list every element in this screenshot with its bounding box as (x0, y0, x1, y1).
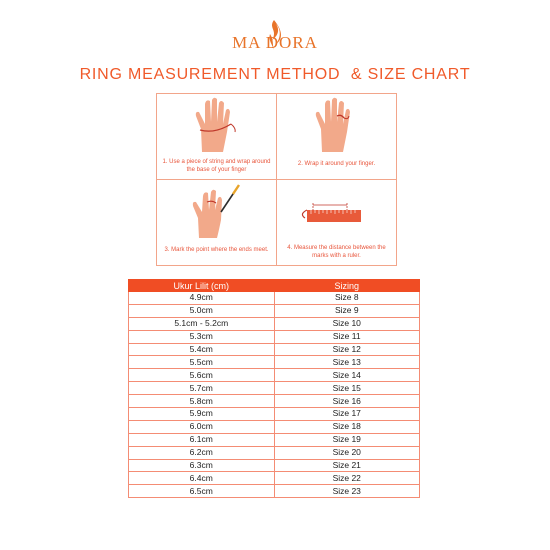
column-header-circumference: Ukur Lilit (cm) (129, 280, 275, 292)
step-3-caption: 3. Mark the point where the ends meet. (164, 247, 269, 253)
size-cell: Size 9 (274, 304, 420, 317)
step-2-caption: 2. Wrap it around your finger. (297, 161, 376, 167)
size-cell: Size 14 (274, 369, 420, 382)
circumference-cell: 5.0cm (129, 304, 275, 317)
table-row (129, 330, 420, 343)
table-row (129, 356, 420, 369)
table-row (129, 343, 420, 356)
table-row (129, 433, 420, 446)
size-cell: Size 10 (274, 317, 420, 330)
size-cell: Size 23 (274, 485, 420, 498)
size-cell: Size 16 (274, 395, 420, 408)
circumference-cell: 5.3cm (129, 330, 275, 343)
size-cell: Size 8 (274, 292, 420, 305)
size-cell: Size 19 (274, 433, 420, 446)
size-cell: Size 12 (274, 343, 420, 356)
table-row (129, 420, 420, 433)
circumference-cell: 5.5cm (129, 356, 275, 369)
table-row (129, 304, 420, 317)
table-row (129, 395, 420, 408)
step-3 (157, 180, 276, 265)
hand-with-string-icon (157, 94, 276, 154)
column-header-sizing: Sizing (274, 280, 420, 292)
logo-text: MA DORA (232, 33, 318, 52)
brand-logo (0, 18, 550, 58)
size-cell: Size 17 (274, 408, 420, 421)
step-4 (277, 180, 396, 265)
size-cell: Size 11 (274, 330, 420, 343)
table-row (129, 485, 420, 498)
table-row (129, 459, 420, 472)
size-chart-table (128, 279, 420, 498)
ruler-icon (277, 180, 396, 240)
table-row (129, 369, 420, 382)
size-cell: Size 13 (274, 356, 420, 369)
circumference-cell: 5.9cm (129, 408, 275, 421)
hand-marking-pen-icon (157, 180, 276, 240)
circumference-cell: 6.2cm (129, 446, 275, 459)
size-cell: Size 15 (274, 382, 420, 395)
page-title: RING MEASUREMENT METHOD & SIZE CHART (79, 66, 471, 83)
circumference-cell: 6.1cm (129, 433, 275, 446)
circumference-cell: 6.0cm (129, 420, 275, 433)
circumference-cell: 4.9cm (129, 292, 275, 305)
table-row (129, 472, 420, 485)
table-row (129, 317, 420, 330)
size-cell: Size 20 (274, 446, 420, 459)
step-2 (277, 94, 396, 179)
measurement-steps-grid (156, 93, 397, 266)
step-4-caption: 4. Measure the distance between the marks with a ruler. (287, 245, 386, 259)
size-cell: Size 21 (274, 459, 420, 472)
table-header-row (129, 280, 420, 292)
hand-wrapped-finger-icon (277, 94, 396, 154)
table-row (129, 382, 420, 395)
circumference-cell: 6.3cm (129, 459, 275, 472)
circumference-cell: 5.4cm (129, 343, 275, 356)
circumference-cell: 5.7cm (129, 382, 275, 395)
size-cell: Size 22 (274, 472, 420, 485)
table-row (129, 292, 420, 305)
table-row (129, 446, 420, 459)
size-cell: Size 18 (274, 420, 420, 433)
step-1-caption: 1. Use a piece of string and wrap around the base of your finger (162, 159, 271, 173)
circumference-cell: 5.8cm (129, 395, 275, 408)
step-1 (157, 94, 276, 179)
table-row (129, 408, 420, 421)
circumference-cell: 6.5cm (129, 485, 275, 498)
circumference-cell: 5.1cm - 5.2cm (129, 317, 275, 330)
circumference-cell: 5.6cm (129, 369, 275, 382)
circumference-cell: 6.4cm (129, 472, 275, 485)
